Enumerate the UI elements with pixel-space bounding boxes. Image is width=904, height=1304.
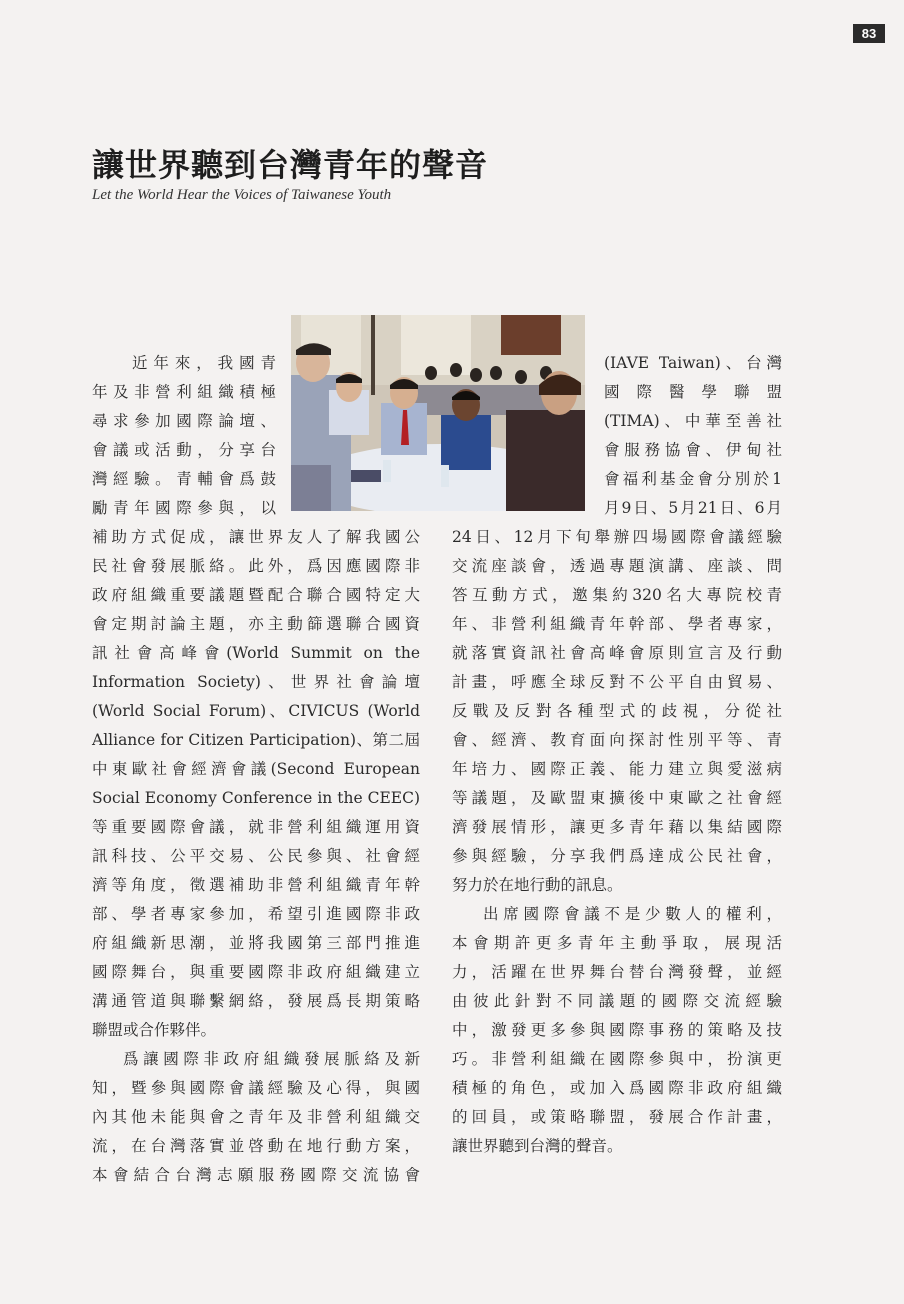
text-line: 會、經濟、教育面向探討性別平等、青	[452, 731, 782, 749]
text-line: 補助方式促成，讓世界友人了解我國公	[92, 528, 420, 546]
text-line: 國際舞台，與重要國際非政府組織建立	[92, 963, 420, 981]
text-line: Social Economy Conference in the CEEC)	[92, 789, 420, 807]
text-line: 年、非營利組織青年幹部、學者專家，	[452, 615, 782, 633]
text-line: 溝通管道與聯繫網絡，發展爲長期策略	[92, 992, 420, 1010]
text-line: Information Society)、世界社會論壇	[92, 673, 420, 691]
text-line: 灣經驗。青輔會爲鼓	[92, 470, 276, 488]
text-line: 會福利基金會分別於1	[604, 470, 782, 488]
text-line: 等重要國際會議，就非營利組織運用資	[92, 818, 420, 836]
text-line: 反戰及反對各種型式的歧視，分從社	[452, 702, 782, 720]
text-line: 尋求參加國際論壇、	[92, 412, 276, 430]
text-line: 會定期討論主題，亦主動篩選聯合國資	[92, 615, 420, 633]
text-line: 內其他未能與會之青年及非營利組織交	[92, 1108, 420, 1126]
text-line: 年及非營利組織積極	[92, 383, 276, 401]
text-line: 勵青年國際參與，以	[92, 499, 276, 517]
text-line: 知，暨參與國際會議經驗及心得，與國	[92, 1079, 420, 1097]
text-line: 部、學者專家參加，希望引進國際非政	[92, 905, 420, 923]
text-line: 的回員，或策略聯盟，發展合作計畫，	[452, 1108, 782, 1126]
text-line: 中，激發更多參與國際事務的策略及技	[452, 1021, 782, 1039]
conference-photo	[291, 315, 585, 511]
text-line: 計畫，呼應全球反對不公平自由貿易、	[452, 673, 782, 691]
text-line: 爲讓國際非政府組織發展脈絡及新	[123, 1050, 420, 1068]
text-line: 國際醫學聯盟	[604, 383, 782, 401]
page-subtitle: Let the World Hear the Voices of Taiwanese Youth	[92, 187, 392, 203]
text-line: 參與經驗，分享我們爲達成公民社會，	[452, 847, 782, 865]
text-line: 濟發展情形，讓更多青年藉以集結國際	[452, 818, 782, 836]
text-line: 努力於在地行動的訊息。	[452, 876, 623, 894]
text-line: 訊科技、公平交易、公民參與、社會經	[92, 847, 420, 865]
text-line: 由彼此針對不同議題的國際交流經驗	[452, 992, 782, 1010]
text-line: 流，在台灣落實並啓動在地行動方案，	[92, 1137, 420, 1155]
text-line: 會服務協會、伊甸社	[604, 441, 782, 459]
text-line: 交流座談會，透過專題演講、座談、問	[452, 557, 782, 575]
text-line: 月9日、5月21日、6月	[604, 499, 782, 517]
text-line: 力，活躍在世界舞台替台灣發聲，並經	[452, 963, 782, 981]
text-line: 積極的角色，或加入爲國際非政府組織	[452, 1079, 782, 1097]
text-line: Alliance for Citizen Participation)、第二屆	[92, 731, 420, 749]
text-line: (World Social Forum)、CIVICUS (World	[92, 702, 420, 720]
text-line: 年培力、國際正義、能力建立與愛滋病	[452, 760, 782, 778]
text-line: 訊社會高峰會(World Summit on the	[92, 644, 420, 662]
text-line: 會議或活動，分享台	[92, 441, 276, 459]
page-title: 讓世界聽到台灣青年的聲音	[92, 146, 489, 184]
text-line: 就落實資訊社會高峰會原則宣言及行動	[452, 644, 782, 662]
text-line: 答互動方式，邀集約320名大專院校青	[452, 586, 782, 604]
text-line: 民社會發展脈絡。此外，爲因應國際非	[92, 557, 420, 575]
text-line: 本會期許更多青年主動爭取，展現活	[452, 934, 782, 952]
text-line: 巧。非營利組織在國際參與中，扮演更	[452, 1050, 782, 1068]
text-line: 讓世界聽到台灣的聲音。	[452, 1137, 623, 1155]
text-line: (TIMA)、中華至善社	[604, 412, 782, 430]
text-line: 本會結合台灣志願服務國際交流協會	[92, 1166, 420, 1184]
text-line: 濟等角度，徵選補助非營利組織青年幹	[92, 876, 420, 894]
text-line: 聯盟或合作夥伴。	[92, 1021, 217, 1039]
page-number: 83	[853, 24, 885, 43]
text-line: 近年來，我國青	[132, 354, 276, 372]
text-line: 24日、12月下旬舉辦四場國際會議經驗	[452, 528, 782, 546]
text-line: 府組織新思潮，並將我國第三部門推進	[92, 934, 420, 952]
text-line: 中東歐社會經濟會議(Second European	[92, 760, 420, 778]
text-line: 等議題，及歐盟東擴後中東歐之社會經	[452, 789, 782, 807]
text-line: (IAVE Taiwan)、台灣	[604, 354, 782, 372]
text-line: 政府組織重要議題暨配合聯合國特定大	[92, 586, 420, 604]
text-line: 出席國際會議不是少數人的權利，	[483, 905, 782, 923]
